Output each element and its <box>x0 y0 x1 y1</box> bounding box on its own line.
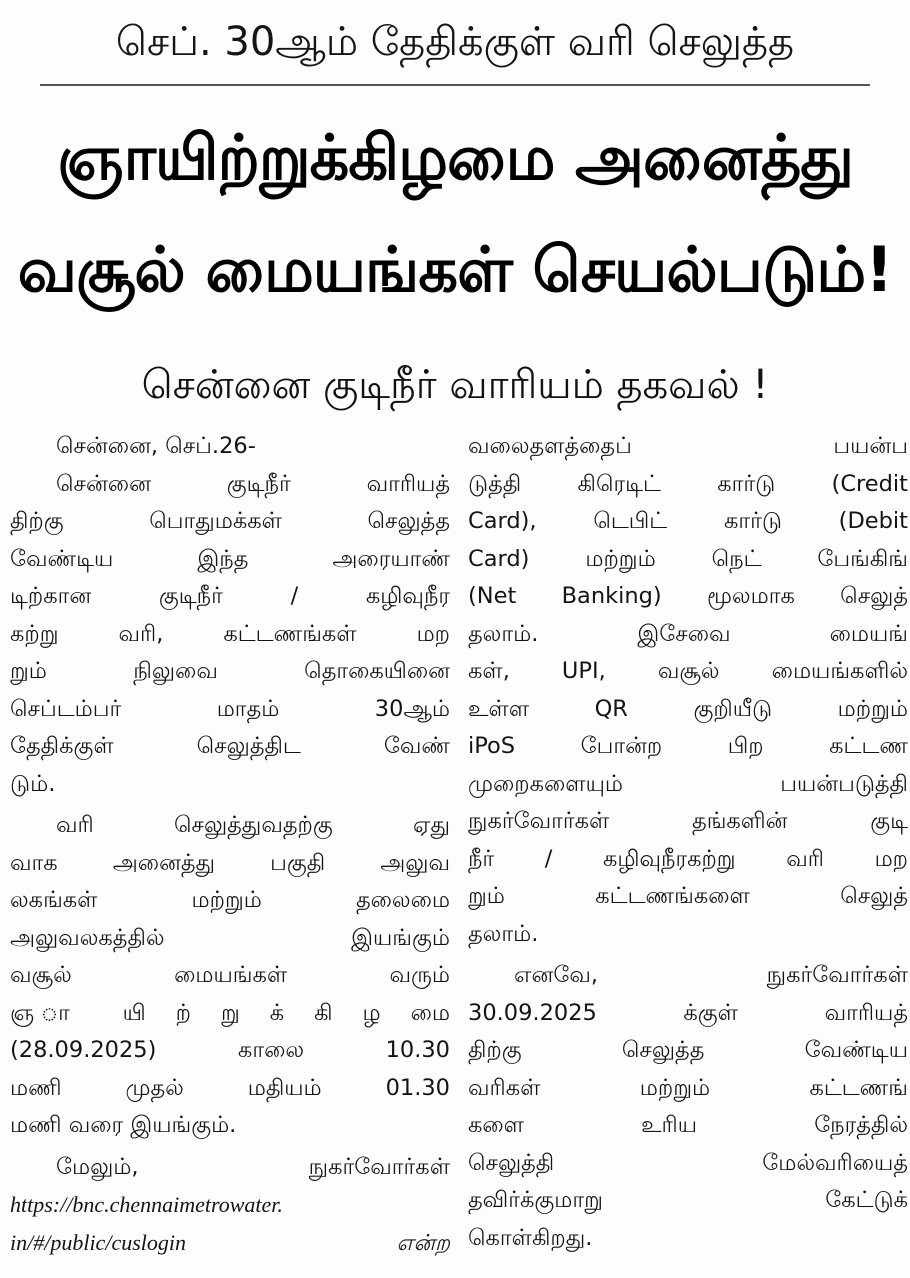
body-line: டும். <box>10 770 56 797</box>
body-line: (28.09.2025) காலை 10.30 <box>10 1037 450 1063</box>
body-line: றும் நிலுவை தொகையினை <box>10 658 450 684</box>
body-line: வலைதளத்தைப் பயன்ப <box>468 433 908 459</box>
body-line: (Net Banking) மூலமாக செலுத் <box>468 583 908 609</box>
body-line: லகங்கள் மற்றும் தலைமை <box>10 887 450 913</box>
body-line: எனவே, நுகர்வோர்கள் <box>514 962 908 988</box>
body-line: டுத்தி கிரெடிட் கார்டு (Credit <box>468 470 908 497</box>
body-line: களை உரிய நேரத்தில் <box>468 1112 908 1138</box>
body-line: 30.09.2025 க்குள் வாரியத் <box>468 999 908 1026</box>
body-line: மேலும், நுகர்வோர்கள் <box>56 1153 450 1180</box>
body-line: கற்று வரி, கட்டணங்கள் மற <box>10 620 450 647</box>
dateline: சென்னை, செப்.26- <box>56 433 256 459</box>
subheadline: சென்னை குடிநீர் வாரியம் தகவல் ! <box>141 362 769 408</box>
body-line: திற்கு பொதுமக்கள் செலுத்த <box>10 508 450 534</box>
body-line: கொள்கிறது. <box>468 1224 593 1251</box>
divider-rule <box>40 84 870 86</box>
body-line: வேண்டிய இந்த அரையாண் <box>10 545 450 572</box>
body-line: வரிகள் மற்றும் கட்டணங் <box>468 1074 908 1101</box>
body-line: தவிர்க்குமாறு கேட்டுக் <box>468 1187 908 1213</box>
body-line: Card), டெபிட் கார்டு (Debit <box>468 508 908 534</box>
body-line: மணி முதல் மதியம் 01.30 <box>10 1074 450 1101</box>
body-line: செப்டம்பர் மாதம் 30ஆம் <box>10 695 450 722</box>
body-line: தலாம். <box>468 920 539 947</box>
body-line: செலுத்தி மேல்வரியைத் <box>468 1149 908 1176</box>
body-line: றும் கட்டணங்களை செலுத் <box>468 883 908 909</box>
right-column <box>468 428 908 1257</box>
body-line: வரி செலுத்துவதற்கு ஏது <box>56 812 450 838</box>
body-line: திற்கு செலுத்த வேண்டிய <box>468 1037 908 1063</box>
body-line: iPoS போன்ற பிற கட்டண <box>468 733 908 759</box>
kicker-line: செப். 30ஆம் தேதிக்குள் வரி செலுத்த <box>115 19 795 65</box>
body-line: அலுவலகத்தில் இயங்கும் <box>10 924 450 951</box>
left-column <box>10 428 450 1261</box>
body-line: தலாம். இசேவை மையங் <box>468 620 908 647</box>
body-line: வாக அனைத்து பகுதி அலுவ <box>10 849 450 876</box>
body-line: டிற்கான குடிநீர் / கழிவுநீர <box>10 583 450 609</box>
body-line: முறைகளையும் பயன்படுத்தி <box>468 770 908 797</box>
body-line: Card) மற்றும் நெட் பேங்கிங் <box>468 545 908 572</box>
headline-line-1: ஞாயிற்றுக்கிழமை அனைத்து <box>57 121 853 194</box>
body-line: நீர் / கழிவுநீரகற்று வரி மற <box>468 845 908 872</box>
body-line: நுகர்வோர்கள் தங்களின் குடி <box>468 808 908 834</box>
body-line: கள், UPI, வசூல் மையங்களில் <box>468 658 908 684</box>
url-line: https://bnc.chennaimetrowater. <box>10 1192 283 1217</box>
body-line: தேதிக்குள் செலுத்திட வேண் <box>10 733 450 759</box>
body-line: உள்ள QR குறியீடு மற்றும் <box>468 695 908 722</box>
url-line: in/#/public/cuslogin என்ற <box>10 1229 450 1255</box>
body-line: சென்னை குடிநீர் வாரியத் <box>56 470 450 497</box>
body-line: மணி வரை இயங்கும். <box>10 1112 237 1138</box>
headline-line-2: வசூல் மையங்கள் செயல்படும்! <box>17 233 893 306</box>
body-line: ஞ ா யி ற் று க் கி ழ மை <box>10 999 450 1026</box>
body-line: வசூல் மையங்கள் வரும் <box>10 962 450 988</box>
